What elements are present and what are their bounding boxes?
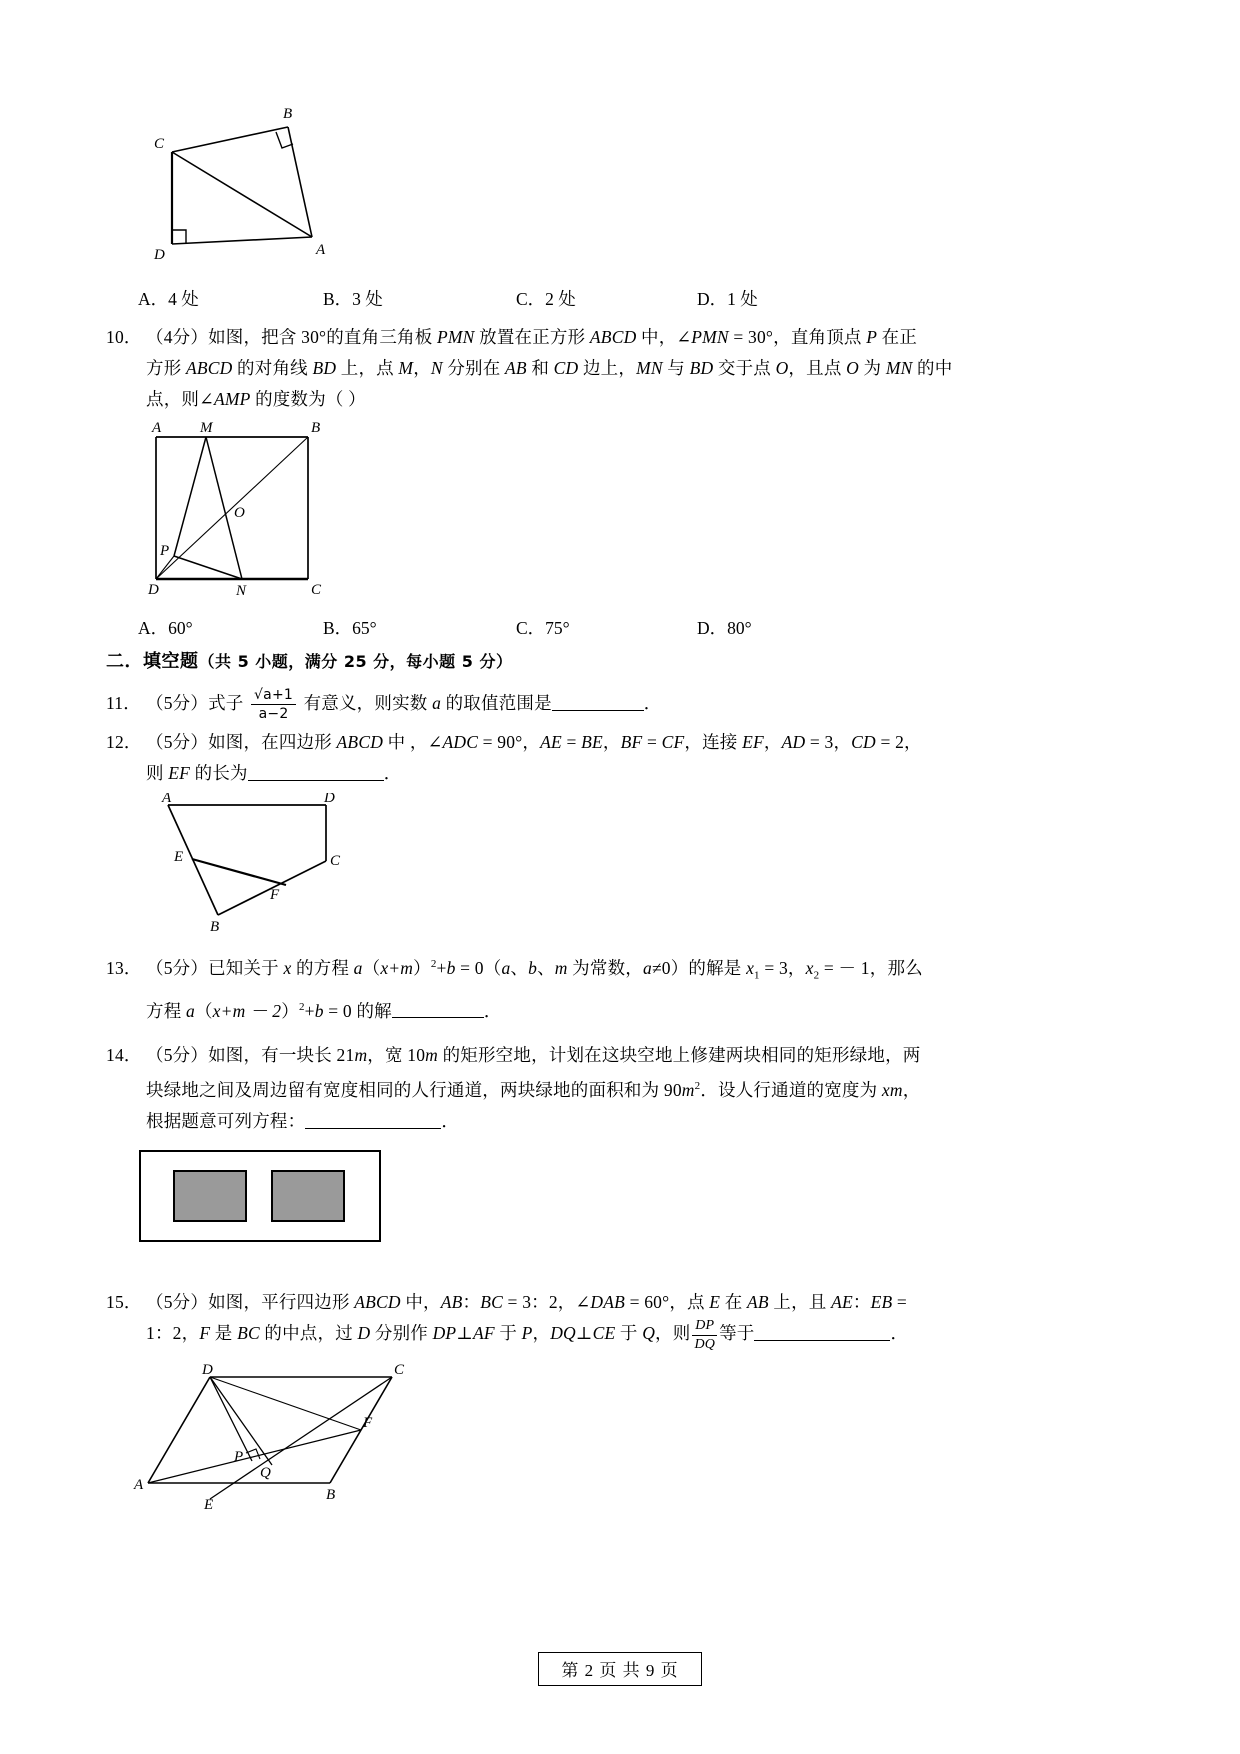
question-10 xyxy=(106,322,1120,415)
figure12-label-e: E xyxy=(174,849,184,866)
q11-fraction-denominator: a−2 xyxy=(258,706,289,723)
question-12 xyxy=(106,727,1120,789)
q15-text-2: 中， xyxy=(400,1292,441,1313)
q15-fraction-denominator: DQ xyxy=(694,1337,716,1353)
figure10-label-a: A xyxy=(152,420,162,436)
q10-text-8: 上，点 xyxy=(336,358,399,378)
option-d-q9[interactable]: D．1 处 xyxy=(697,289,758,309)
q10-var-n: N xyxy=(430,358,443,378)
q15-text-11: 是 xyxy=(210,1323,238,1344)
q13-text-11: = 3， xyxy=(759,958,806,979)
section-2-detail: （共 5 小题，满分 25 分，每小题 5 分） xyxy=(198,652,513,671)
question-14-line-2 xyxy=(106,1071,1120,1106)
figure-question-15 xyxy=(130,1361,1120,1511)
q12-text-13: ． xyxy=(383,763,402,784)
question-12-number: 12． xyxy=(106,732,142,753)
figure12-label-c: C xyxy=(330,853,341,870)
q14-text-3: 的矩形空地，计划在这块空地上修建两块相同的矩形绿地，两 xyxy=(438,1045,921,1066)
q10-text-2: 放置在正方形 xyxy=(474,327,590,347)
q12-text-7: ，连接 xyxy=(684,732,743,753)
figure10-label-o: O xyxy=(234,505,245,521)
question-14-number: 14． xyxy=(106,1045,142,1066)
option-c-q10[interactable]: C．75° xyxy=(516,618,570,638)
q13-text-13: 方程 xyxy=(146,1000,186,1021)
q12-var-cf: CF xyxy=(661,732,685,753)
q13-text-10: ≠0）的解是 xyxy=(651,958,747,979)
q13-text-17: = 0 的解 xyxy=(323,1000,392,1021)
q12-text-10: = 2， xyxy=(875,732,922,753)
q14-text-4: 块绿地之间及周边留有宽度相同的人行通道，两块绿地的面积和为 90 xyxy=(146,1080,682,1101)
q14-unit-m-3: m xyxy=(681,1080,695,1101)
figure12-label-b: B xyxy=(210,919,220,934)
q10-text-16: 为 xyxy=(858,358,886,378)
figure9-label-d: D xyxy=(154,247,165,263)
q15-text-4: = 3：2，∠ xyxy=(502,1292,591,1313)
q15-var-dp: DP xyxy=(432,1323,457,1344)
q13-text-15: ） xyxy=(281,1000,299,1021)
q10-text-6: 方形 xyxy=(146,358,186,378)
section-2-title: 二．填空题 xyxy=(106,651,199,672)
q12-text-1: 如图，在四边形 xyxy=(208,732,337,753)
q10-var-pmn-2: PMN xyxy=(691,327,729,347)
q12-var-cd: CD xyxy=(851,732,876,753)
q13-var-a-3: a xyxy=(642,958,652,979)
q15-var-ce: CE xyxy=(592,1323,616,1344)
figure10-label-n: N xyxy=(236,583,247,599)
q10-text-7: 的对角线 xyxy=(232,358,313,378)
figure10-label-d: D xyxy=(148,582,159,598)
q12-var-ad: AD xyxy=(781,732,806,753)
question-10-line-3 xyxy=(106,384,1120,415)
figure-question-10 xyxy=(138,419,1120,599)
q15-text-17: ⊥ xyxy=(575,1323,593,1344)
q13-exponent-1: 2 xyxy=(430,958,437,971)
q11-text-3: 的取值范围是 xyxy=(441,693,552,714)
figure10-label-b: B xyxy=(311,420,321,436)
q15-text-6: 在 xyxy=(720,1292,748,1313)
figure15-label-b: B xyxy=(326,1487,336,1504)
q15-text-18: 于 xyxy=(615,1323,643,1344)
page-number-label: 第 2 页 共 9 页 xyxy=(538,1652,701,1686)
q10-var-pmn: PMN xyxy=(437,327,475,347)
q13-text-5: + xyxy=(436,958,447,979)
q15-text-16: ， xyxy=(532,1323,551,1344)
question-15 xyxy=(106,1287,1120,1353)
q10-text-12: 边上， xyxy=(578,358,637,378)
q15-var-eb: EB xyxy=(870,1292,893,1313)
q12-text-8: ， xyxy=(763,732,782,753)
figure15-label-f: F xyxy=(363,1415,373,1432)
figure15-label-c: C xyxy=(394,1362,405,1379)
q10-text-10: 分别在 xyxy=(442,358,506,378)
q12-text-2: 中 ，∠ xyxy=(383,732,443,753)
figure9-label-a: A xyxy=(316,242,326,258)
q15-var-bc-2: BC xyxy=(237,1323,260,1344)
q10-var-bd-2: BD xyxy=(689,358,714,378)
q15-var-d: D xyxy=(357,1323,371,1344)
q12-text-4: = xyxy=(561,732,582,753)
q12-var-abcd: ABCD xyxy=(336,732,384,753)
q13-text-8: 、 xyxy=(537,958,555,979)
figure10-label-p: P xyxy=(160,543,170,559)
figure-question-9 xyxy=(140,104,1120,264)
option-a-q9[interactable]: A．4 处 xyxy=(138,289,199,309)
q15-text-9: = xyxy=(892,1292,907,1313)
q13-sub-1: 1 xyxy=(754,969,760,982)
q15-text-15: 于 xyxy=(494,1323,522,1344)
q14-text-6: ， xyxy=(902,1080,921,1101)
q10-var-amp: AMP xyxy=(213,389,251,409)
q10-var-ab: AB xyxy=(505,358,527,378)
q13-text-2: 的方程 xyxy=(291,958,354,979)
q14-exponent: 2 xyxy=(694,1080,701,1093)
q14-unit-m-1: m xyxy=(354,1045,368,1066)
q10-var-abcd-2: ABCD xyxy=(185,358,233,378)
q10-var-abcd: ABCD xyxy=(589,327,637,347)
page-content xyxy=(106,0,1120,1512)
q12-var-ae: AE xyxy=(540,732,562,753)
q15-var-p: P xyxy=(521,1323,533,1344)
q10-var-m: M xyxy=(398,358,414,378)
figure12-label-f: F xyxy=(270,887,280,904)
q13-var-b-2: b xyxy=(528,958,538,979)
q12-var-adc: ADC xyxy=(442,732,479,753)
q14-text-1: 如图，有一块长 21 xyxy=(208,1045,355,1066)
section-2-heading xyxy=(106,647,1120,673)
q10-text-5: 在正 xyxy=(877,327,918,347)
q10-text-3: 中，∠ xyxy=(636,327,692,347)
q13-text-16: + xyxy=(304,1000,315,1021)
question-10-score: （4分） xyxy=(146,327,209,347)
option-b-q9[interactable]: B．3 处 xyxy=(323,289,383,309)
q14-answer-blank[interactable] xyxy=(305,1112,441,1129)
q13-var-x1: x xyxy=(746,958,755,979)
q10-text-11: 和 xyxy=(526,358,554,378)
q12-var-be: BE xyxy=(581,732,603,753)
q13-text-9: 为常数， xyxy=(567,958,643,979)
figure12-label-d: D xyxy=(324,793,335,807)
q15-text-13: 分别作 xyxy=(370,1323,433,1344)
question-12-line-2 xyxy=(106,758,1120,789)
q13-sub-2: 2 xyxy=(813,969,820,982)
question-13-line-1 xyxy=(106,949,1120,991)
q15-answer-blank[interactable] xyxy=(754,1324,890,1341)
q15-var-bc: BC xyxy=(480,1292,503,1313)
q15-var-ae: AE xyxy=(831,1292,853,1313)
question-10-line-2 xyxy=(106,353,1120,384)
q15-var-e: E xyxy=(709,1292,721,1313)
figure-question-14 xyxy=(138,1149,1120,1245)
q13-var-a-4: a xyxy=(185,1000,195,1021)
figure15-label-d: D xyxy=(202,1362,213,1379)
q10-var-o: O xyxy=(775,358,789,378)
q13-expr-xm: x+m xyxy=(380,958,414,979)
question-15-score: （5分） xyxy=(146,1292,209,1313)
q15-text-21: ． xyxy=(890,1323,909,1344)
q13-exponent-2: 2 xyxy=(298,1000,305,1013)
question-11-number: 11． xyxy=(106,693,141,714)
q13-text-7: 、 xyxy=(510,958,529,979)
q10-var-mn-2: MN xyxy=(885,358,913,378)
q11-fraction xyxy=(251,687,296,722)
q13-text-4: ） xyxy=(413,958,431,979)
q14-unit-m-2: m xyxy=(425,1045,438,1066)
q12-var-bf: BF xyxy=(620,732,643,753)
q10-text-13: 与 xyxy=(662,358,690,378)
q12-var-ef: EF xyxy=(742,732,764,753)
question-13-line-2 xyxy=(106,992,1120,1027)
q13-expr-xm2: x+m － 2 xyxy=(212,1000,282,1021)
q15-fraction-numerator: DP xyxy=(692,1318,717,1336)
q13-var-a: a xyxy=(353,958,363,979)
q15-text-14: ⊥ xyxy=(456,1323,473,1344)
q15-text-20: 等于 xyxy=(719,1323,755,1344)
q15-var-dq: DQ xyxy=(550,1323,576,1344)
question-13-number: 13． xyxy=(106,958,142,979)
q12-text-5: ， xyxy=(602,732,621,753)
q15-var-dab: DAB xyxy=(590,1292,625,1313)
q11-text-4: ． xyxy=(643,693,662,714)
q12-text-12: 的长为 xyxy=(190,763,248,784)
question-15-number: 15． xyxy=(106,1292,142,1313)
question-11-score: （5分） xyxy=(146,693,209,714)
q15-var-ab-2: AB xyxy=(747,1292,769,1313)
figure15-label-e: E xyxy=(204,1497,214,1512)
q13-text-3: （ xyxy=(362,958,381,979)
q13-answer-blank[interactable] xyxy=(392,1001,484,1018)
q14-var-x: x xyxy=(881,1080,890,1101)
figure12-label-a: A xyxy=(162,793,172,807)
figure9-label-b: B xyxy=(283,106,293,122)
option-b-q10[interactable]: B．65° xyxy=(323,618,377,638)
option-c-q9[interactable]: C．2 处 xyxy=(516,289,576,309)
option-a-q10[interactable]: A．60° xyxy=(138,618,193,638)
q12-text-9: = 3， xyxy=(805,732,852,753)
q15-text-1: 如图，平行四边形 xyxy=(208,1292,355,1313)
question-12-line-1 xyxy=(106,727,1120,758)
question-13-score: （5分） xyxy=(146,958,209,979)
question-14-score: （5分） xyxy=(146,1045,209,1066)
q10-var-cd: CD xyxy=(553,358,579,378)
q15-var-ab: AB xyxy=(440,1292,463,1313)
q15-text-10: 1：2， xyxy=(146,1323,200,1344)
figure15-label-a: A xyxy=(134,1477,144,1494)
figure15-label-q: Q xyxy=(260,1465,271,1482)
figure10-label-m: M xyxy=(200,420,213,436)
question-10-number: 10． xyxy=(106,327,142,347)
q10-text-15: ，且点 xyxy=(788,358,847,378)
q11-answer-blank[interactable] xyxy=(552,694,644,711)
question-13 xyxy=(106,949,1120,1026)
question-14-line-3 xyxy=(106,1106,1120,1137)
q13-var-x: x xyxy=(283,958,292,979)
question-14 xyxy=(106,1040,1120,1137)
q10-text-9: ， xyxy=(413,358,431,378)
q13-var-b: b xyxy=(446,958,456,979)
q10-text-1: 如图，把含 30°的直角三角板 xyxy=(208,327,438,347)
q10-text-4: = 30°，直角顶点 xyxy=(728,327,867,347)
q13-var-m: m xyxy=(554,958,568,979)
question-15-line-2 xyxy=(106,1318,1120,1353)
q10-var-bd: BD xyxy=(312,358,337,378)
q10-var-o-2: O xyxy=(846,358,859,378)
q15-var-f: F xyxy=(199,1323,211,1344)
q10-var-mn: MN xyxy=(636,358,663,378)
q14-text-8: ． xyxy=(441,1111,460,1132)
q10-text-14: 交于点 xyxy=(713,358,776,378)
q10-text-18: 点，则∠ xyxy=(146,389,214,409)
options-row-q10 xyxy=(130,615,1120,645)
question-10-line-1 xyxy=(106,322,1120,353)
q15-var-q: Q xyxy=(642,1323,656,1344)
q13-text-14: （ xyxy=(194,1000,213,1021)
q12-var-ef-2: EF xyxy=(168,763,191,784)
q13-var-b-3: b xyxy=(314,1000,324,1021)
q13-var-x2: x xyxy=(805,958,814,979)
q10-var-p: P xyxy=(866,327,878,347)
q11-fraction-numerator: √a+1 xyxy=(251,687,296,705)
q13-text-18: ． xyxy=(483,1000,502,1021)
q15-text-5: = 60°，点 xyxy=(625,1292,710,1313)
options-row-q9 xyxy=(130,286,1120,316)
question-12-score: （5分） xyxy=(146,732,209,753)
q11-text-2: 有意义，则实数 xyxy=(299,693,433,714)
q15-text-12: 的中点，过 xyxy=(259,1323,358,1344)
q15-fraction-dp-dq xyxy=(692,1318,717,1353)
option-d-q10[interactable]: D．80° xyxy=(697,618,752,638)
q15-var-af: AF xyxy=(472,1323,495,1344)
figure9-label-c: C xyxy=(154,136,165,152)
q14-unit-m-4: m xyxy=(889,1080,903,1101)
q12-text-6: = xyxy=(642,732,662,753)
q14-text-7: 根据题意可列方程： xyxy=(146,1111,306,1132)
q14-text-5: ．设人行通道的宽度为 xyxy=(700,1080,882,1101)
q15-var-abcd: ABCD xyxy=(354,1292,401,1313)
q13-var-a-2: a xyxy=(501,958,511,979)
question-11 xyxy=(106,687,1120,722)
q10-text-19: 的度数为（ ） xyxy=(250,389,366,409)
q15-text-3: ： xyxy=(462,1292,481,1313)
q11-var-a: a xyxy=(432,693,442,714)
q12-answer-blank[interactable] xyxy=(248,764,384,781)
q15-text-7: 上，且 xyxy=(768,1292,832,1313)
q12-text-11: 则 xyxy=(146,763,169,784)
q12-text-3: = 90°， xyxy=(478,732,541,753)
page-footer xyxy=(0,1652,1240,1686)
q14-text-2: ，宽 10 xyxy=(367,1045,426,1066)
question-14-line-1 xyxy=(106,1040,1120,1071)
q11-text-1: 式子 xyxy=(208,693,249,714)
q13-text-1: 已知关于 xyxy=(208,958,284,979)
q13-text-6: = 0（ xyxy=(455,958,502,979)
figure10-label-c: C xyxy=(311,582,322,598)
q10-text-17: 的中 xyxy=(912,358,953,378)
q13-text-12: = － 1，那么 xyxy=(819,958,923,979)
figure-question-12 xyxy=(140,793,1120,933)
figure15-label-p: P xyxy=(234,1449,244,1466)
q15-text-8: ： xyxy=(852,1292,871,1313)
q15-text-19: ，则 xyxy=(655,1323,691,1344)
question-15-line-1 xyxy=(106,1287,1120,1318)
